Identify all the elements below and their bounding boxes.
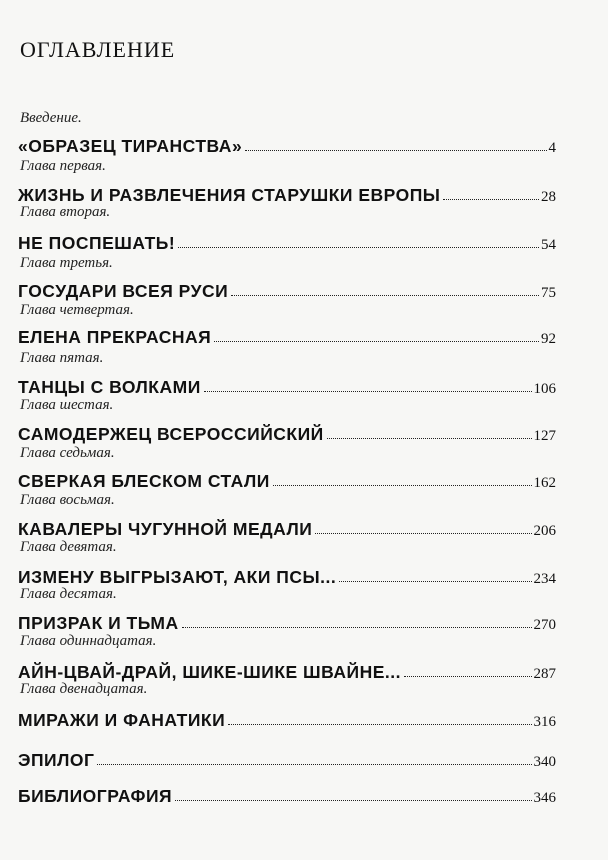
page-number: 346 [533, 790, 556, 806]
entry-title: НЕ ПОСПЕШАТЬ! [18, 233, 176, 253]
toc-entry [18, 466, 556, 492]
dot-leader [228, 724, 531, 725]
page-number: 4 [548, 140, 556, 156]
page-number: 234 [533, 571, 556, 587]
page-number: 28 [541, 189, 556, 205]
dot-leader [273, 485, 532, 486]
entry-title: ЖИЗНЬ И РАЗВЛЕЧЕНИЯ СТАРУШКИ ЕВРОПЫ [18, 185, 441, 205]
page-number: 92 [541, 331, 556, 347]
chapter-label: Глава восьмая. [20, 492, 115, 508]
chapter-label: Глава седьмая. [20, 445, 115, 461]
entry-title: «ОБРАЗЕЦ ТИРАНСТВА» [18, 136, 243, 156]
dot-leader [245, 150, 546, 151]
toc-entry [18, 180, 556, 206]
page-number: 206 [533, 523, 556, 539]
entry-title: АЙН-ЦВАЙ-ДРАЙ, ШИКЕ-ШИКЕ ШВАЙНЕ... [18, 662, 402, 682]
toc-entry [18, 608, 556, 634]
toc-entry [18, 657, 556, 683]
dot-leader [231, 295, 539, 296]
page-number: 75 [541, 285, 556, 301]
chapter-label: Глава третья. [20, 255, 113, 271]
toc-entry [18, 131, 556, 157]
entry-title: ИЗМЕНУ ВЫГРЫЗАЮТ, АКИ ПСЫ... [18, 567, 337, 587]
dot-leader [404, 676, 531, 677]
page-number: 106 [533, 381, 556, 397]
chapter-label: Глава двенадцатая. [20, 681, 148, 697]
toc-entry [18, 276, 556, 302]
page-title: ОГЛАВЛЕНИЕ [20, 37, 176, 62]
toc-entry [18, 745, 556, 771]
entry-title: ГОСУДАРИ ВСЕЯ РУСИ [18, 281, 229, 301]
chapter-label: Глава шестая. [20, 397, 114, 413]
chapter-label: Глава первая. [20, 158, 106, 174]
page-number: 270 [533, 617, 556, 633]
page-number: 287 [533, 666, 556, 682]
toc-entry [18, 228, 556, 254]
dot-leader [443, 199, 539, 200]
dot-leader [327, 438, 532, 439]
dot-leader [339, 581, 531, 582]
toc-entry [18, 705, 556, 731]
chapter-label: Глава девятая. [20, 539, 117, 555]
dot-leader [175, 800, 531, 801]
toc-entry [18, 514, 556, 540]
page-number: 340 [533, 754, 556, 770]
entry-title: ЭПИЛОГ [18, 750, 95, 770]
toc-entry [18, 419, 556, 445]
entry-title: ПРИЗРАК И ТЬМА [18, 613, 179, 633]
toc-entry [18, 372, 556, 398]
dot-leader [182, 627, 532, 628]
chapter-label: Глава одиннадцатая. [20, 633, 157, 649]
toc-entry [18, 781, 556, 807]
chapter-label: Введение. [20, 110, 82, 126]
entry-title: САМОДЕРЖЕЦ ВСЕРОССИЙСКИЙ [18, 424, 324, 444]
entry-title: ЕЛЕНА ПРЕКРАСНАЯ [18, 327, 212, 347]
entry-title: МИРАЖИ И ФАНАТИКИ [18, 710, 226, 730]
chapter-label: Глава вторая. [20, 204, 111, 220]
entry-title: СВЕРКАЯ БЛЕСКОМ СТАЛИ [18, 471, 270, 491]
dot-leader [178, 247, 539, 248]
entry-title: ТАНЦЫ С ВОЛКАМИ [18, 377, 201, 397]
toc-entry [18, 562, 556, 588]
entry-title: КАВАЛЕРЫ ЧУГУННОЙ МЕДАЛИ [18, 519, 313, 539]
page-number: 162 [533, 475, 556, 491]
entry-title: БИБЛИОГРАФИЯ [18, 786, 173, 806]
dot-leader [204, 391, 532, 392]
page-number: 316 [533, 714, 556, 730]
dot-leader [214, 341, 539, 342]
page-number: 127 [533, 428, 556, 444]
dot-leader [97, 764, 531, 765]
chapter-label: Глава десятая. [20, 586, 117, 602]
page-number: 54 [541, 237, 556, 253]
toc-entry [18, 322, 556, 348]
chapter-label: Глава четвертая. [20, 302, 134, 318]
chapter-label: Глава пятая. [20, 350, 104, 366]
dot-leader [315, 533, 531, 534]
